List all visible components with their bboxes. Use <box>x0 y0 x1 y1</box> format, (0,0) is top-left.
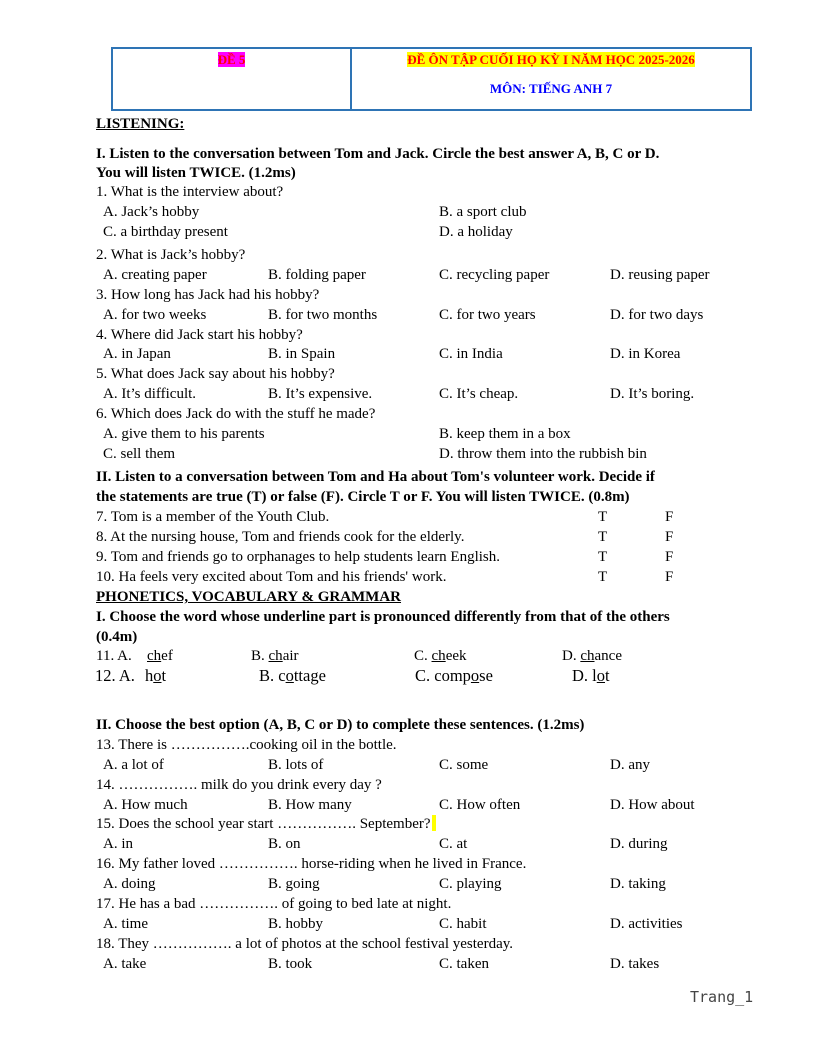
option-11a <box>147 647 173 665</box>
option-18d: D. takes <box>610 956 660 972</box>
page-number: Trang_1 <box>690 988 754 1006</box>
question-12-number: 12. A. <box>95 666 135 685</box>
option-12b <box>259 667 326 685</box>
option-14a: A. How much <box>103 797 188 813</box>
option-12d-underlined: o <box>596 666 605 685</box>
false-7: F <box>665 509 674 525</box>
option-11d-underlined: ch <box>580 648 595 664</box>
option-11c-pre: C. <box>414 648 432 664</box>
option-11a-underlined: ch <box>147 648 162 664</box>
option-11c-post: eek <box>445 648 467 664</box>
option-11c <box>414 647 467 665</box>
option-11d-post: ance <box>594 648 622 664</box>
text-cursor-highlight <box>432 815 436 831</box>
option-17b: B. hobby <box>268 916 324 932</box>
statement-9: 9. Tom and friends go to orphanages to help students learn English. <box>96 549 501 565</box>
option-6d: D. throw them into the rubbish bin <box>439 446 647 462</box>
option-2c: C. recycling paper <box>439 267 550 283</box>
option-4a: A. in Japan <box>103 346 171 362</box>
option-5a: A. It’s difficult. <box>103 386 197 402</box>
option-18c: C. taken <box>439 956 489 972</box>
option-1c: C. a birthday present <box>103 224 228 240</box>
option-12b-pre: B. c <box>259 666 286 685</box>
option-15b: B. on <box>268 836 301 852</box>
option-3b: B. for two months <box>268 307 378 323</box>
option-12a-pre: h <box>145 666 154 685</box>
question-13: 13. There is …………….cooking oil in the bottle. <box>96 737 397 753</box>
option-18b: B. took <box>268 956 313 972</box>
option-6b: B. keep them in a box <box>439 426 571 442</box>
part2-heading-line2: the statements are true (T) or false (F). Circle T or F. You will listen TWICE. (0.8m) <box>96 489 630 505</box>
option-11b-pre: B. <box>251 648 269 664</box>
option-17a: A. time <box>103 916 148 932</box>
question-16: 16. My father loved ……………. horse-riding when he lived in France. <box>96 856 527 872</box>
statement-8: 8. At the nursing house, Tom and friends cook for the elderly. <box>96 529 465 545</box>
question-2: 2. What is Jack’s hobby? <box>96 247 246 263</box>
option-1b: B. a sport club <box>439 204 527 220</box>
true-9: T <box>598 549 608 565</box>
statement-7: 7. Tom is a member of the Youth Club. <box>96 509 330 525</box>
option-16b: B. going <box>268 876 320 892</box>
option-3c: C. for two years <box>439 307 536 323</box>
option-12b-underlined: o <box>285 666 294 685</box>
statement-10: 10. Ha feels very excited about Tom and his friends' work. <box>96 569 447 585</box>
question-5: 5. What does Jack say about his hobby? <box>96 366 335 382</box>
listening-title: LISTENING: <box>96 116 185 132</box>
option-5c: C. It’s cheap. <box>439 386 519 402</box>
true-10: T <box>598 569 608 585</box>
option-11b-underlined: ch <box>268 648 283 664</box>
option-11d <box>562 647 622 665</box>
option-11d-pre: D. <box>562 648 581 664</box>
option-1a: A. Jack’s hobby <box>103 204 200 220</box>
option-2b: B. folding paper <box>268 267 366 283</box>
part2-heading-line1: II. Listen to a conversation between Tom and Ha about Tom's volunteer work. Decide if <box>96 469 655 485</box>
option-4b: B. in Spain <box>268 346 336 362</box>
question-1: 1. What is the interview about? <box>96 184 284 200</box>
option-6c: C. sell them <box>103 446 176 462</box>
option-4c: C. in India <box>439 346 503 362</box>
option-16a: A. doing <box>103 876 156 892</box>
question-3: 3. How long has Jack had his hobby? <box>96 287 320 303</box>
option-3d: D. for two days <box>610 307 704 323</box>
option-18a: A. take <box>103 956 147 972</box>
option-6a: A. give them to his parents <box>103 426 265 442</box>
question-6: 6. Which does Jack do with the stuff he made? <box>96 406 376 422</box>
option-14b: B. How many <box>268 797 352 813</box>
option-11b-post: air <box>282 648 299 664</box>
question-11-number: 11. A. <box>96 648 132 664</box>
grammar-heading: II. Choose the best option (A, B, C or D) to complete these sentences. (1.2ms) <box>96 717 585 733</box>
false-9: F <box>665 549 674 565</box>
option-12a-underlined: o <box>153 666 162 685</box>
question-15-line <box>96 815 436 833</box>
option-11b <box>251 647 299 665</box>
phonetics-title: PHONETICS, VOCABULARY & GRAMMAR <box>96 589 402 605</box>
option-16d: D. taking <box>610 876 666 892</box>
question-18: 18. They ……………. a lot of photos at the school festival yesterday. <box>96 936 514 952</box>
option-13d: D. any <box>610 757 650 773</box>
header-left-cell <box>113 52 350 68</box>
option-5d: D. It’s boring. <box>610 386 695 402</box>
question-14: 14. ……………. milk do you drink every day ? <box>96 777 382 793</box>
option-12c-underlined: o <box>470 666 480 685</box>
part1-heading-line2: You will listen TWICE. (1.2ms) <box>96 165 296 181</box>
header-box <box>111 47 752 111</box>
option-15d: D. during <box>610 836 668 852</box>
option-13b: B. lots of <box>268 757 324 773</box>
option-12d <box>572 667 610 685</box>
false-10: F <box>665 569 674 585</box>
option-16c: C. playing <box>439 876 502 892</box>
option-12d-pre: D. l <box>572 666 597 685</box>
option-13a: A. a lot of <box>103 757 164 773</box>
option-12a-post: t <box>161 666 167 685</box>
option-15a: A. in <box>103 836 133 852</box>
phon-heading-line2: (0.4m) <box>96 629 138 645</box>
exam-subject: MÔN: TIẾNG ANH 7 <box>489 81 613 96</box>
option-2a: A. creating paper <box>103 267 207 283</box>
option-12d-post: t <box>605 666 610 685</box>
option-12c-pre: C. comp <box>415 666 471 685</box>
question-15: 15. Does the school year start ……………. September? <box>96 816 431 832</box>
exam-title: ĐỀ ÔN TẬP CUỐI HỌ KỲ I NĂM HỌC 2025-2026 <box>407 52 695 67</box>
option-12c-post: se <box>479 666 493 685</box>
option-11a-post: ef <box>161 648 173 664</box>
option-5b: B. It’s expensive. <box>268 386 373 402</box>
option-4d: D. in Korea <box>610 346 681 362</box>
option-17d: D. activities <box>610 916 683 932</box>
phon-heading-line1: I. Choose the word whose underline part is pronounced differently from that of the others <box>96 609 670 625</box>
option-2d: D. reusing paper <box>610 267 710 283</box>
option-3a: A. for two weeks <box>103 307 207 323</box>
question-4: 4. Where did Jack start his hobby? <box>96 327 303 343</box>
question-17: 17. He has a bad ……………. of going to bed late at night. <box>96 896 452 912</box>
option-11c-underlined: ch <box>431 648 446 664</box>
exam-number: ĐỀ 5 <box>217 52 246 67</box>
option-14d: D. How about <box>610 797 695 813</box>
option-12b-post: ttage <box>293 666 326 685</box>
option-12a <box>145 667 166 685</box>
option-14c: C. How often <box>439 797 521 813</box>
option-13c: C. some <box>439 757 489 773</box>
true-7: T <box>598 509 608 525</box>
option-12c <box>415 667 493 685</box>
false-8: F <box>665 529 674 545</box>
part1-heading-line1: I. Listen to the conversation between Tom and Jack. Circle the best answer A, B, C or D. <box>96 146 660 162</box>
header-right-cell <box>352 52 750 68</box>
true-8: T <box>598 529 608 545</box>
option-1d: D. a holiday <box>439 224 513 240</box>
option-17c: C. habit <box>439 916 487 932</box>
option-15c: C. at <box>439 836 468 852</box>
